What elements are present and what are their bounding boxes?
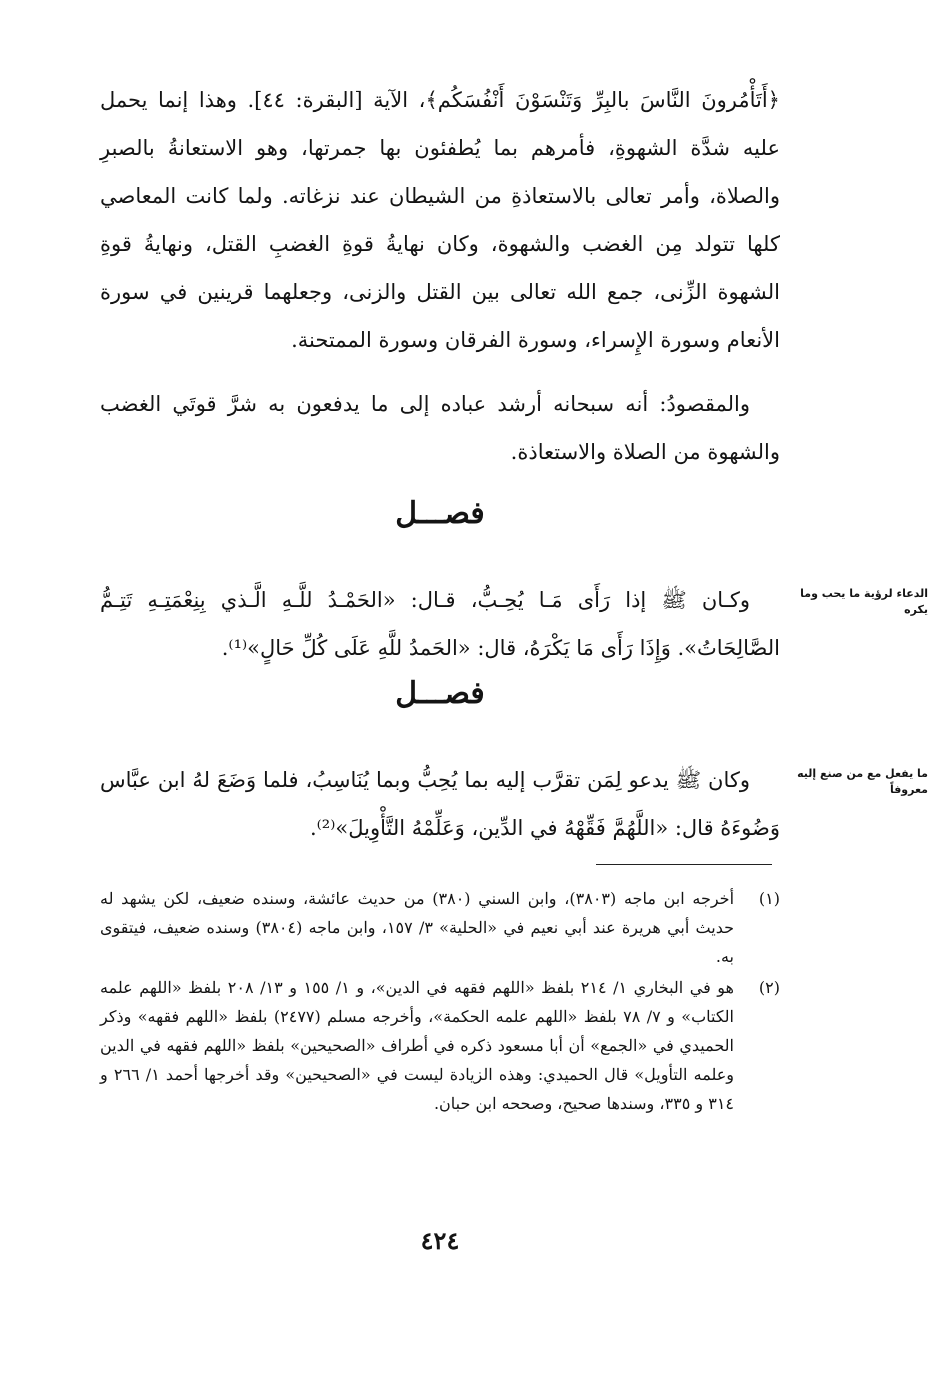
section-heading-2: فصـــل bbox=[395, 676, 485, 711]
margin-note-2: ما يفعل مع من صنع إليه معروفاً bbox=[797, 767, 928, 796]
footnote-separator bbox=[596, 864, 772, 865]
footnote-number: (١) bbox=[758, 889, 780, 908]
footnote-text: هو في البخاري ١/ ٢١٤ بلفظ «اللهم فقهه في الدين»، و ١/ ١٥٥ و ١٣/ ٢٠٨ بلفظ «اللهم علمه الكتاب» و ٧/ ٧٨ بلفظ «اللهم علمه الحكمة»، وأخرجه مسلم (٢٤٧٧) بلفظ «اللهم فقهه» وذكر الحميدي في «الجمع» أن أبا مسعود ذكره في أطراف «الصحيحين» بلفظ «اللهم فقهه في الدين وعلمه التأويل» قال الحميدي: وهذه الزيادة ليست في «الصحيحين» وقد أخرجها أحمد ١/ ٢٦٦ و ٣١٤ و ٣٣٥، وسندها صحيح، وصححه ابن حبان. bbox=[100, 978, 735, 1113]
margin-note-1: الدعاء لرؤية ما يحب وما يكره bbox=[800, 587, 928, 616]
body-paragraph-1 bbox=[100, 76, 780, 364]
body-paragraph-2: والمقصودُ: أنه سبحانه أرشد عباده إلى ما يدفعون به شرَّ قوتَي الغضب والشهوة من الصلاة والاستعاذة. bbox=[100, 392, 780, 464]
footnote-2 bbox=[100, 973, 780, 1118]
footnote-number: (٢) bbox=[758, 978, 780, 997]
footnote-1 bbox=[100, 884, 780, 971]
footnotes bbox=[100, 884, 780, 1120]
page-number: ٤٢٤ bbox=[420, 1226, 460, 1255]
footnote-text: أخرجه ابن ماجه (٣٨٠٣)، وابن السني (٣٨٠) من حديث عائشة، وسنده ضعيف، لكن يشهد له حديث أبي هريرة عند أبي نعيم في «الحلية» ٣/ ١٥٧، وابن ماجه (٣٨٠٤) وسنده ضعيف، فيتقوى به. bbox=[100, 889, 735, 966]
section-heading-1: فصـــل bbox=[395, 496, 485, 531]
paragraph-text: ﴿أَتَأْمُرونَ النَّاسَ بالبِرِّ وَتَنْسَوْنَ أَنْفُسَكُم﴾، الآية [البقرة: ٤٤]. وهذا إنما يحمل عليه شدَّة الشهوةِ، فأمرهم بما يُطفئون بها جمرتها، وهو الاستعانةُ بالصبرِ والصلاة، وأمر تعالى بالاستعاذةِ من الشيطان عند نزغاته. ولما كانت المعاصي كلها تتولد مِن الغضب والشهوة، وكان نهايةُ قوةِ الغضبِ القتل، ونهايةُ قوةِ الشهوة الزِّنى، جمع الله تعالى بين القتل والزنى، وجعلهما قرينين في سورة الأنعام وسورة الإِسراء، وسورة الفرقان وسورة الممتحنة. bbox=[100, 88, 780, 352]
body-paragraph-3: وكـان ﷺ إذا رَأَى مَـا يُحِـبُّ، قـال: «الحَمْـدُ للَّـهِ الَّـذي بِنِعْمَتِـهِ تَتِـمُّ الصَّالِحَاتُ». وَإِذَا رَأَى مَا يَكْرَهُ، قال: «الحَمدُ للَّهِ عَلَى كُلِّ حَالٍ»⁽¹⁾. bbox=[100, 588, 780, 660]
body-paragraph-4: وكان ﷺ يدعو لِمَن تقرَّب إليه بما يُحِبُّ وبما يُنَاسِبُ، فلما وَضَعَ لهُ ابن عبَّاس وَضُوءَهُ قال: «اللَّهُمَّ فَقِّهْهُ في الدِّين، وَعَلِّمْهُ التَّأْوِيلَ»⁽²⁾. bbox=[100, 768, 780, 840]
